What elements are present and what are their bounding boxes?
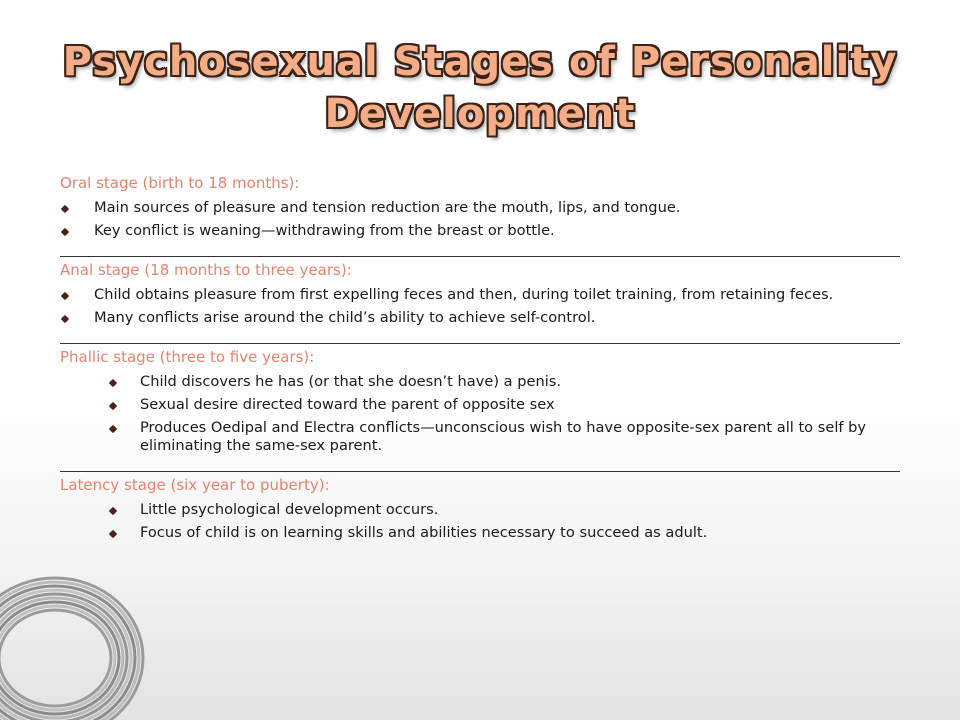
bullet-icon <box>109 507 117 515</box>
divider <box>60 240 900 257</box>
bullet-icon <box>61 315 69 323</box>
list-item-text: Key conflict is weaning—withdrawing from the breast or bottle. <box>94 222 555 239</box>
divider <box>60 327 900 344</box>
list-item <box>60 396 900 414</box>
list-item <box>60 286 900 304</box>
bullet-icon <box>61 228 69 236</box>
list-item-text: Many conflicts arise around the child’s ability to achieve self-control. <box>94 309 596 326</box>
list-item-text: Child discovers he has (or that she doesn’t have) a penis. <box>140 373 562 390</box>
bullet-icon <box>109 530 117 538</box>
list-item-text: Sexual desire directed toward the parent of opposite sex <box>140 396 555 413</box>
list-item-text: Main sources of pleasure and tension reduction are the mouth, lips, and tongue. <box>94 199 681 216</box>
list-item <box>60 222 900 240</box>
list-item-text: Focus of child is on learning skills and abilities necessary to succeed as adult. <box>140 524 708 541</box>
list-item <box>60 309 900 327</box>
bullet-icon <box>61 292 69 300</box>
list-item <box>60 199 900 217</box>
slide-title: Psychosexual Stages of Personality Development <box>62 39 898 137</box>
stage-heading-oral: Oral stage (birth to 18 months): <box>60 174 300 192</box>
list-item <box>60 373 900 391</box>
stage-heading-latency: Latency stage (six year to puberty): <box>60 476 330 494</box>
list-item <box>60 524 900 542</box>
list-item-text: Little psychological development occurs. <box>140 501 439 518</box>
stage-heading-phallic: Phallic stage (three to five years): <box>60 348 315 366</box>
bullet-icon <box>109 402 117 410</box>
bullet-icon <box>61 205 69 213</box>
slide-content <box>60 172 900 542</box>
list-item <box>60 501 900 519</box>
list-item <box>60 419 900 455</box>
divider <box>60 455 900 472</box>
list-item-text: Child obtains pleasure from first expelling feces and then, during toilet training, from retaining feces. <box>94 286 834 303</box>
stage-heading-anal: Anal stage (18 months to three years): <box>60 261 352 279</box>
slinky-spring-image <box>0 548 150 720</box>
list-item-text: Produces Oedipal and Electra conflicts—unconscious wish to have opposite-sex parent all to self by eliminating the same-sex parent. <box>140 419 867 454</box>
bullet-icon <box>109 379 117 387</box>
bullet-icon <box>109 425 117 433</box>
